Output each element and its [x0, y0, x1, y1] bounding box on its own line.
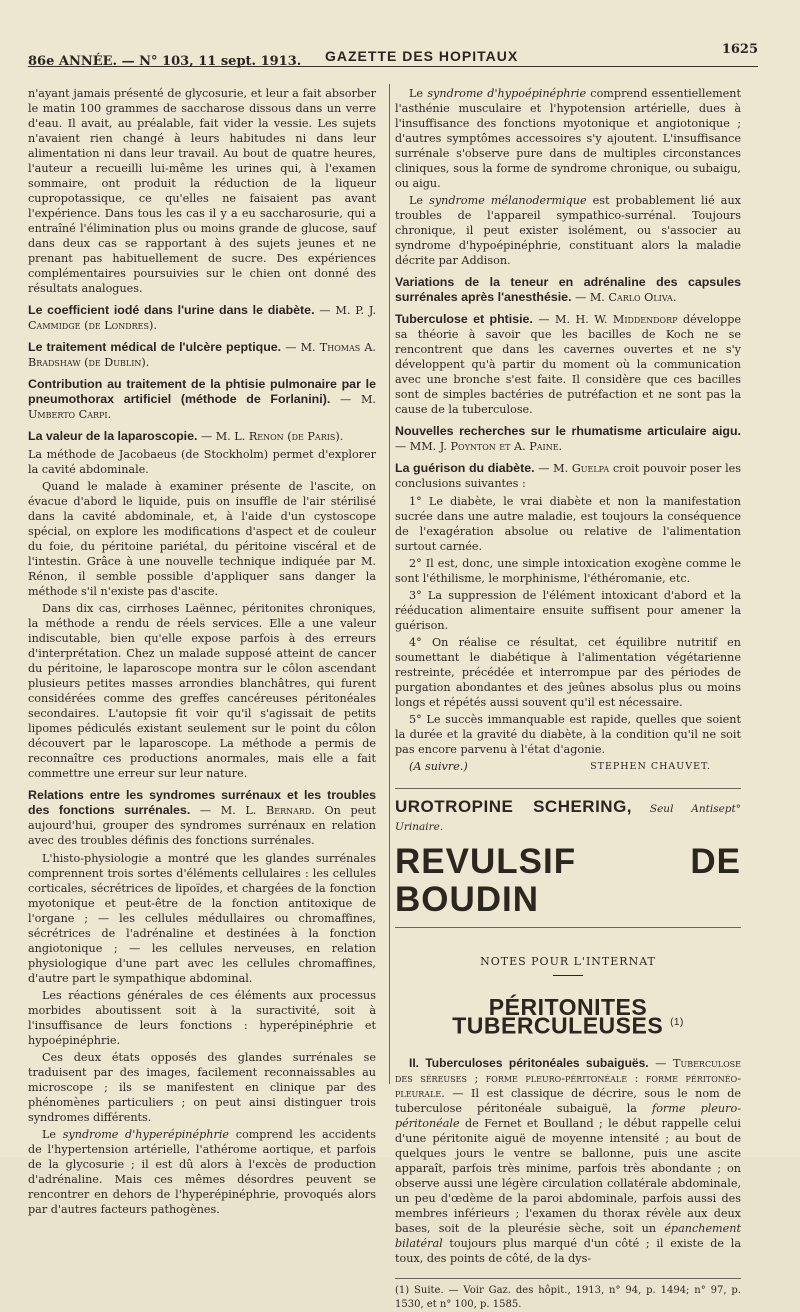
conclusion-3: 3° La suppression de l'élément intoxicant d'abord et la rééducation alimentaire ensuite suffisent pour amener la guérison.: [395, 589, 741, 632]
article-diabetes-cure: [395, 461, 741, 491]
article-body: croit pouvoir poser les conclusions suivantes :: [395, 462, 742, 490]
conclusion-1: 1° Le diabète, le vrai diabète et non la manifestation sucrée dans une autre maladie, est toujours la conséquence de l'exagération absolue ou relative de l'alimentation surtout carnée.: [395, 495, 741, 553]
article-peptic-ulcer: [28, 340, 376, 370]
emphasis: forme pleuro-péritonéale: [395, 1101, 741, 1130]
article-adrenaline-anesthesia: [395, 275, 741, 305]
conclusion-4: 4° On réalise ce résultat, cet équilibre nutritif en soumettant le diabétique à l'alimentation végétarienne restreinte, précédée et interrompue par des périodes de purgation abondantes et des jeûnes absolus plus ou moins longs et répétés aussi souvent qu'il est nécessaire.: [395, 636, 741, 709]
issue-info: 86e ANNÉE. — N° 103, 11 sept. 1913.: [28, 54, 302, 69]
article-title: Nouvelles recherches sur le rhumatisme articulaire aigu.: [395, 424, 741, 438]
footnote: (1) Suite. — Voir Gaz. des hôpit., 1913, n° 94, p. 1494; n° 97, p. 1530, et n° 100, p. 1585.: [395, 1278, 741, 1312]
footnote-marker: (1): [670, 1017, 684, 1028]
article-author: — M. L. Renon (de Paris).: [197, 430, 344, 443]
text-run: comprend les accidents de l'hypertension artérielle, l'athérome aortique, et parfois de la glycosurie ; il est dû alors à l'excès de production d'adrénaline. Mais ces mêmes désordres peuvent se rencontrer en dehors de l'hyperépinéphrie, provoqués alors par d'autres facteurs pathogènes.: [28, 1128, 376, 1216]
text-run: — Il est classique de décrire, sous le nom de tuberculose péritonéale subaiguë, la: [395, 1086, 741, 1115]
article-adrenal-syndromes: [28, 788, 376, 848]
text-run: Le: [409, 87, 428, 100]
text-run: est probablement lié aux troubles de l'appareil sympathico-surrénal. Toujours chronique, il peut exister isolément, ou s'associer au syndrome d'hypoépinéphrie, constituant alors la maladie décrite par Addison.: [395, 194, 741, 267]
article-author: — MM. J. Poynton et A. Paine.: [395, 440, 563, 453]
article-title: Variations de la teneur en adrénaline des capsules surrénales après l'anesthésie.: [395, 275, 741, 304]
article-author: — M. Guelpa: [534, 462, 610, 475]
feature-title: [395, 994, 741, 1039]
laparoscopy-p1: La méthode de Jacobaeus (de Stockholm) permet d'explorer la cavité abdominale.: [28, 448, 376, 476]
melanodermic-para: [395, 193, 741, 268]
feature-title-text: PÉRITONITES TUBERCULEUSES: [452, 994, 664, 1039]
column-divider: [389, 84, 390, 1084]
article-laparoscopy: [28, 429, 376, 444]
article-rheumatism: [395, 424, 741, 454]
article-pneumothorax: [28, 377, 376, 422]
article-title: Tuberculose et phtisie.: [395, 312, 533, 326]
conclusion-5: 5° Le succès immanquable est rapide, quelles que soient la durée et la gravité du diabète, à la condition qu'il ne soit pas encore parvenu à l'état d'agonie.: [395, 713, 741, 756]
text-run: comprend essentiellement l'asthénie musculaire et l'hypotension artérielle, dues à l'insuffisance des fonctions myotonique et angiotonique ; d'autres symptômes accessoires s'y ajoutent. L'insuffisance surrénale s'observe pure dans de multiples circonstances cliniques, sous la forme de syndrome chronique, ou subaigu, ou aigu.: [395, 87, 741, 190]
hypoepinephria-para: [395, 86, 741, 191]
article-lead: On peut aujourd'hui, grouper des syndromes surrénaux en relation avec des troubles définis des fonctions surrénales.: [28, 804, 376, 847]
article-title: Le coefficient iodé dans l'urine dans le diabète.: [28, 303, 315, 317]
article-author: — M. Carlo Oliva.: [571, 291, 677, 304]
article-title: Relations entre les syndromes surrénaux et les troubles des fonctions surrénales.: [28, 788, 376, 817]
laparoscopy-p3: Dans dix cas, cirrhoses Laënnec, péritonites chroniques, la méthode a rendu de réels services. Elle a une valeur indiscutable, bien qu'elle expose parfois à des erreurs d'interprétation. Chez un malade supposé atteint de cancer du péritoine, le laparoscope montra sur le côlon ascendant plusieurs petites masses arrondies blanchâtres, qui furent considérées comme des greffes cancéreuses péritonéales secondaires. L'autopsie fit voir qu'il s'agissait de petits lipomes pédiculés existant seulement sur le point du côlon découvert par le laparoscope. La méthode a permis de reconnaître ces productions anormales, mais elle a fait commettre une erreur sur leur nature.: [28, 602, 376, 780]
text-run: Le: [409, 194, 430, 207]
page-header: [28, 38, 758, 67]
left-column: [28, 86, 376, 1219]
emphasis: épanchement bilatéral: [395, 1221, 741, 1250]
article-author: — M. P. J. Cammidge (de Londres).: [28, 304, 376, 332]
text-run: toujours plus marqué d'un côté ; il existe de la toux, des points de côté, de la dys-: [395, 1236, 741, 1265]
laparoscopy-p2: Quand le malade à examiner présente de l'ascite, on évacue d'abord le liquide, puis on insuffle de l'air stérilisé dans la cavité abdominale, et, à l'aide d'un cystoscope spécial, on explore les modifications d'aspect et de couleur du foie, du péritoine pariétal, du péritoine viscéral et de l'intestin. Grâce à une nouvelle technique indiquée par M. Rénon, il semble possible d'appliquer sans danger la méthode s'il n'existe pas d'ascite.: [28, 480, 376, 598]
emphasis: syndrome d'hyperépinéphrie: [62, 1128, 230, 1141]
article-body: développe sa théorie à savoir que les bacilles de Koch ne se rencontrent que dans les cavernes ouvertes et ne s'y développent qu'à partir du moment où la communication avec une bronche s'est faite. Il considère que ces bacilles sont de simples bactéries de putréfaction et ne sont pas la cause de la tuberculose.: [395, 313, 741, 416]
article-title: Contribution au traitement de la phtisie pulmonaire par le pneumothorax artificiel (méthode de Forlanini).: [28, 377, 376, 406]
article-author: — M. H. W. Middendorp: [532, 313, 678, 326]
page-number: 1625: [721, 42, 758, 57]
article-author: — M. Thomas A. Bradshaw (de Dublin).: [28, 341, 376, 369]
conclusion-2: 2° Il est, donc, une simple intoxication exogène comme le sont l'éthilisme, le morphinisme, l'éthéromanie, etc.: [395, 557, 741, 585]
ad-tagline: Seul Antisept° Urinaire.: [395, 803, 741, 833]
emphasis: syndrome d'hypoépinéphrie: [427, 87, 587, 100]
continued-note: (A suivre.): [409, 760, 468, 773]
article-title: Le traitement médical de l'ulcère peptique.: [28, 340, 282, 354]
right-column: [395, 86, 741, 1312]
article-tuberculosis-phthisis: [395, 312, 741, 417]
section-heading: NOTES POUR L'INTERNAT: [480, 955, 656, 968]
emphasis: syndrome mélanodermique: [429, 194, 587, 207]
subacute-tuberculosis-para: [395, 1056, 741, 1266]
continued-line: [395, 759, 741, 774]
text-run: Le: [42, 1128, 63, 1141]
article-title: La guérison du diabète.: [395, 461, 535, 475]
ad-revulsif: REVULSIF DE BOUDIN: [395, 843, 741, 928]
article-iodine-diabetes: [28, 303, 376, 333]
text-run: de Fernet et Boulland ; le début rappelle celui d'une péritonite aiguë de moyenne intensité ; au bout de quelques jours le ventre se ballonne, puis une ascite apparaît, parfois très minime, parfois très abondante ; on observe aussi une légère circulation collatérale abdominale, un peu d'œdème de la paroi abdominale, parfois aussi des membres inférieurs ; l'examen du thorax révèle aux deux bases, soit de la pleurésie sèche, soit un: [395, 1116, 741, 1235]
adrenal-p5: [28, 1127, 376, 1217]
adrenal-p3: Les réactions générales de ces éléments aux processus morbides aboutissent soit à la suractivité, soit à l'insuffisance de leurs fonctions : hyperépinéphrie et hypoépinéphrie.: [28, 989, 376, 1047]
signature: STEPHEN CHAUVET.: [590, 761, 711, 772]
adrenal-p4: Ces deux états opposés des glandes surrénales se traduisent par des images, facilement reconnaissables au microscope ; ils se manifestent en clinique par des phénomènes particuliers ; on peut ainsi distinguer trois syndromes différents.: [28, 1051, 376, 1124]
section-subtitle: — Tuberculose des séreuses ; forme pleuro-péritonéale : forme péritonéo-pleurale.: [395, 1056, 741, 1100]
article-author: — M. Umberto Carpi.: [28, 393, 376, 421]
ad-urotropine: [395, 788, 741, 835]
intro-paragraph: n'ayant jamais présenté de glycosurie, et leur a fait absorber le matin 100 grammes de saccharose dissous dans un verre d'eau. Il avait, au préalable, fait vider la vessie. Les sujets n'avaient rien changé à leurs habitudes ni dans leur alimentation ni dans leur travail. Au bout de quatre heures, l'auteur a recueilli lui-même les urines qui, à l'examen sommaire, ont produit la réduction de la liqueur cupropotassique, ce qu'elles ne faisaient pas avant l'expérience. Dans tous les cas il y a eu saccharosurie, qui a entraîné l'élimination plus ou moins grande de glucose, sauf dans deux cas se rapportant à des sujets jeunes et ne prenant pas habituellement de sucre. Des expériences complémentaires poursuivies sur le chien ont donné des résultats analogues.: [28, 87, 376, 295]
divider: [553, 975, 583, 976]
section-title: II. Tuberculoses péritonéales subaiguës.: [409, 1055, 649, 1070]
journal-title: GAZETTE DES HOPITAUX: [325, 48, 519, 64]
article-title: La valeur de la laparoscopie.: [28, 429, 198, 443]
ad-name: UROTROPINE SCHERING,: [395, 797, 633, 816]
adrenal-p2: L'histo-physiologie a montré que les glandes surrénales comprennent trois sortes d'éléments cellulaires : les cellules corticales, sécrétrices de lipoïdes, et chargées de la fonction myotonique et peut-être de la fonction antitoxique de l'organe ; — les cellules médullaires ou chromaffines, sécrétrices de l'adrénaline et destinées à la fonction angiotonique ; — les cellules nerveuses, en relation physiologique d'une part avec les cellules chromaffines, d'autre part le sympathique abdominal.: [28, 852, 376, 985]
article-author: — M. L. Bernard.: [190, 804, 315, 817]
